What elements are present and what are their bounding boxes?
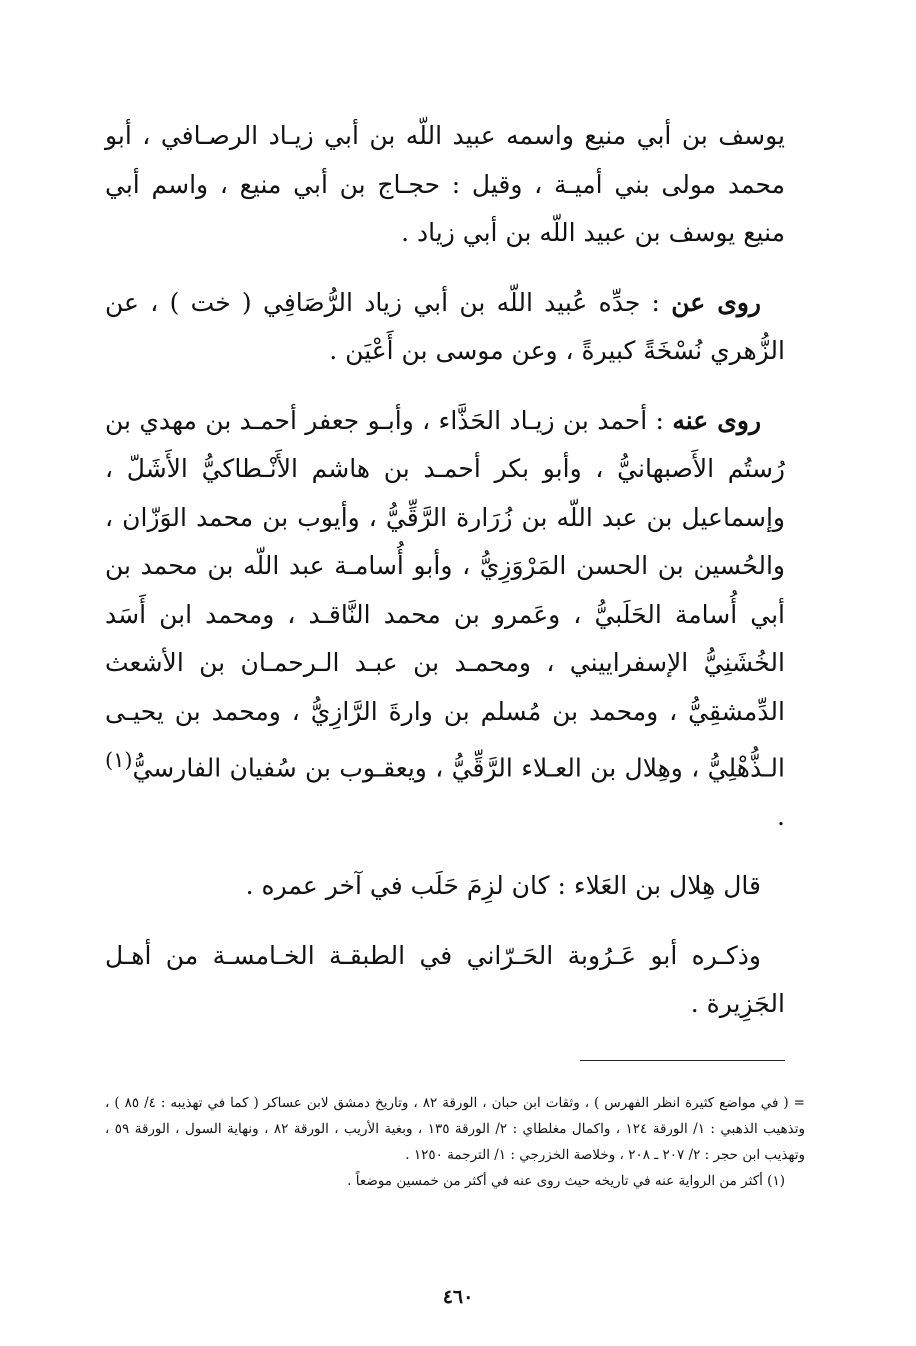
footnote-1: (١) أكثر من الرواية عنه في تاريخه حيث روى عنه في أكثر من خمسين موضعاً . [347,1173,785,1189]
footnote-separator [580,1060,785,1061]
main-text [105,112,785,1050]
footnote-ref-1[interactable]: (١) [105,748,133,772]
paragraph-hilal: قال هِلال بن العَلاء : كان لزِمَ حَلَب في آخر عمره . [245,871,761,901]
footnote-continuation: = ( في مواضع كثيرة انظر الفهرس ) ، وثقات ابن حبان ، الورقة ٨٢ ، وتاريخ دمشق لابن عساكر ( كما في تهذيبه : ٤/ ٨٥ ) ، وتذهيب الذهبي : ١/ الورقة ١٢٤ ، واكمال مغلطاي : ٢/ الورقة ١٣٥ ، وبغية الأريب ، الورقة ٨٢ ، ونهاية السول ، الورقة ٥٩ ، وتهذيب ابن حجر : ٢/ ٢٠٧ ـ ٢٠٨ ، وخلاصة الخزرجي : ١/ الترجمة ١٢٥٠ . [105,1095,805,1163]
paragraph-name: يوسف بن أبي منيع واسمه عبيد اللّه بن أبي زيـاد الرصـافي ، أبو محمد مولى بني أميـة ، وقيل : حجـاج بن أبي منيع ، واسم أبي منيع يوسف بن عبيد اللّه بن أبي زياد . [105,121,785,247]
footnotes [105,1090,805,1194]
text-narrated-by: : أحمد بن زيـاد الحَذَّاء ، وأبـو جعفر أحمـد بن مهدي بن رُستُم الأَصبهانيُّ ، وأبو بكر أحمـد بن هاشم الأَنْـطاكيُّ الأَشَلّ ، وإسماعيل بن عبد اللّه بن زُرَارة الرَّقِّيُّ ، وأيوب بن محمد الوَزّان ، والحُسين بن الحسن المَرْوَزِيُّ ، وأبو أُسامـة عبد اللّه بن محمد بن أبي أُسامة الحَلَبيُّ ، وعَمرو بن محمد النَّاقـد ، ومحمد ابن أَسَد الخُشَنِيُّ الإسفراييني ، ومحمـد بن عبـد الـرحمـان بن الأشعث الدِّمشقِيُّ ، ومحمد بن مُسلم بن وارةَ الرَّازِيُّ ، ومحمد بن يحيـى الـذُّهْلِيُّ ، وهِلال بن العـلاء الرَّقِّيُّ ، ويعقـوب بن سُفيان الفارسيُّ [105,405,785,783]
label-narrated-from: روى عن [671,287,761,317]
paragraph-abu-aruba: وذكـره أبو عَـرُوبة الحَـرّاني في الطبقـة الخـامسـة من أهـل الجَزِيرة . [105,940,785,1019]
page-number: ٤٦٠ [442,1286,474,1308]
text-narrated-from: : جدِّه عُبيد اللّه بن أبي زياد الرُّصَافِي ( خت ) ، عن الزُّهري نُسْخَةً كبيرةً ، وعن موسى بن أَعْيَن . [105,287,785,365]
text-narrated-by-end: . [777,801,785,831]
paragraph-narrated-by [105,397,785,842]
label-narrated-by: روى عنه [672,405,762,435]
paragraph-narrated-from [105,279,785,376]
